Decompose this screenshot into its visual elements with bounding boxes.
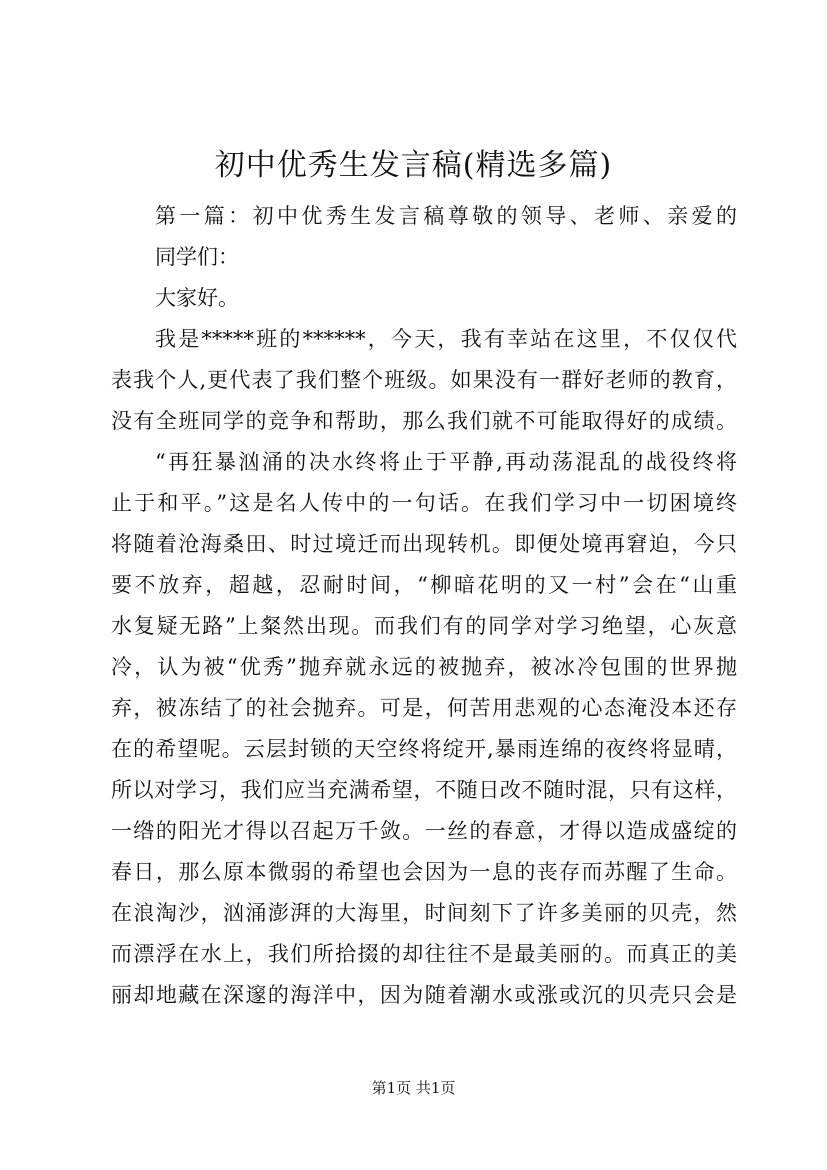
- paragraph-line: 水复疑无路”上粲然出现。而我们有的同学对学习绝望，心灰意: [111, 614, 737, 638]
- paragraph-line: 一绺的阳光才得以召起万千敛。一丝的春意，才得以造成盛绽的: [111, 819, 737, 843]
- paragraph-line: 要不放弃，超越，忍耐时间，“柳暗花明的又一村”会在“山重: [111, 573, 737, 597]
- paragraph-line: 在的希望呢。云层封锁的天空终将绽开,暴雨连绵的夜终将显晴，: [111, 737, 737, 761]
- paragraph-line: 丽却地藏在深邃的海洋中，因为随着潮水或涨或沉的贝壳只会是: [111, 983, 737, 1007]
- paragraph-line: 冷，认为被“优秀”抛弃就永远的被抛弃，被冰冷包围的世界抛: [111, 655, 737, 679]
- paragraph-line: “再狂暴汹涌的决水终将止于平静,再动荡混乱的战役终将: [155, 450, 737, 474]
- paragraph-line: 春日，那么原本微弱的希望也会因为一息的丧存而苏醒了生命。: [111, 860, 737, 884]
- paragraph-line: 在浪淘沙，汹涌澎湃的大海里，时间刻下了许多美丽的贝壳，然: [111, 901, 737, 925]
- paragraph-line: 大家好。: [155, 286, 239, 310]
- document-body: [111, 196, 737, 1016]
- paragraph-line: 所以对学习，我们应当充满希望，不随日改不随时混，只有这样，: [111, 778, 737, 802]
- document-title: 初中优秀生发言稿(精选多篇): [214, 148, 613, 183]
- paragraph-line: 第一篇：初中优秀生发言稿尊敬的领导、老师、亲爱的: [155, 204, 737, 228]
- page-footer: 第1页 共1页: [371, 1079, 456, 1097]
- paragraph-line: 表我个人,更代表了我们整个班级。如果没有一群好老师的教育，: [111, 368, 737, 392]
- paragraph-line: 将随着沧海桑田、时过境迁而出现转机。即便处境再窘迫，今只: [111, 532, 737, 556]
- paragraph-line: 同学们：: [155, 245, 239, 269]
- paragraph-line: 我是*****班的******，今天，我有幸站在这里，不仅仅代: [155, 327, 737, 351]
- paragraph-line: 弃，被冻结了的社会抛弃。可是，何苦用悲观的心态淹没本还存: [111, 696, 737, 720]
- paragraph-line: 而漂浮在水上，我们所拾掇的却往往不是最美丽的。而真正的美: [111, 942, 737, 966]
- paragraph-line: 没有全班同学的竞争和帮助，那么我们就不可能取得好的成绩。: [111, 409, 737, 433]
- paragraph-line: 止于和平。”这是名人传中的一句话。在我们学习中一切困境终: [111, 491, 737, 515]
